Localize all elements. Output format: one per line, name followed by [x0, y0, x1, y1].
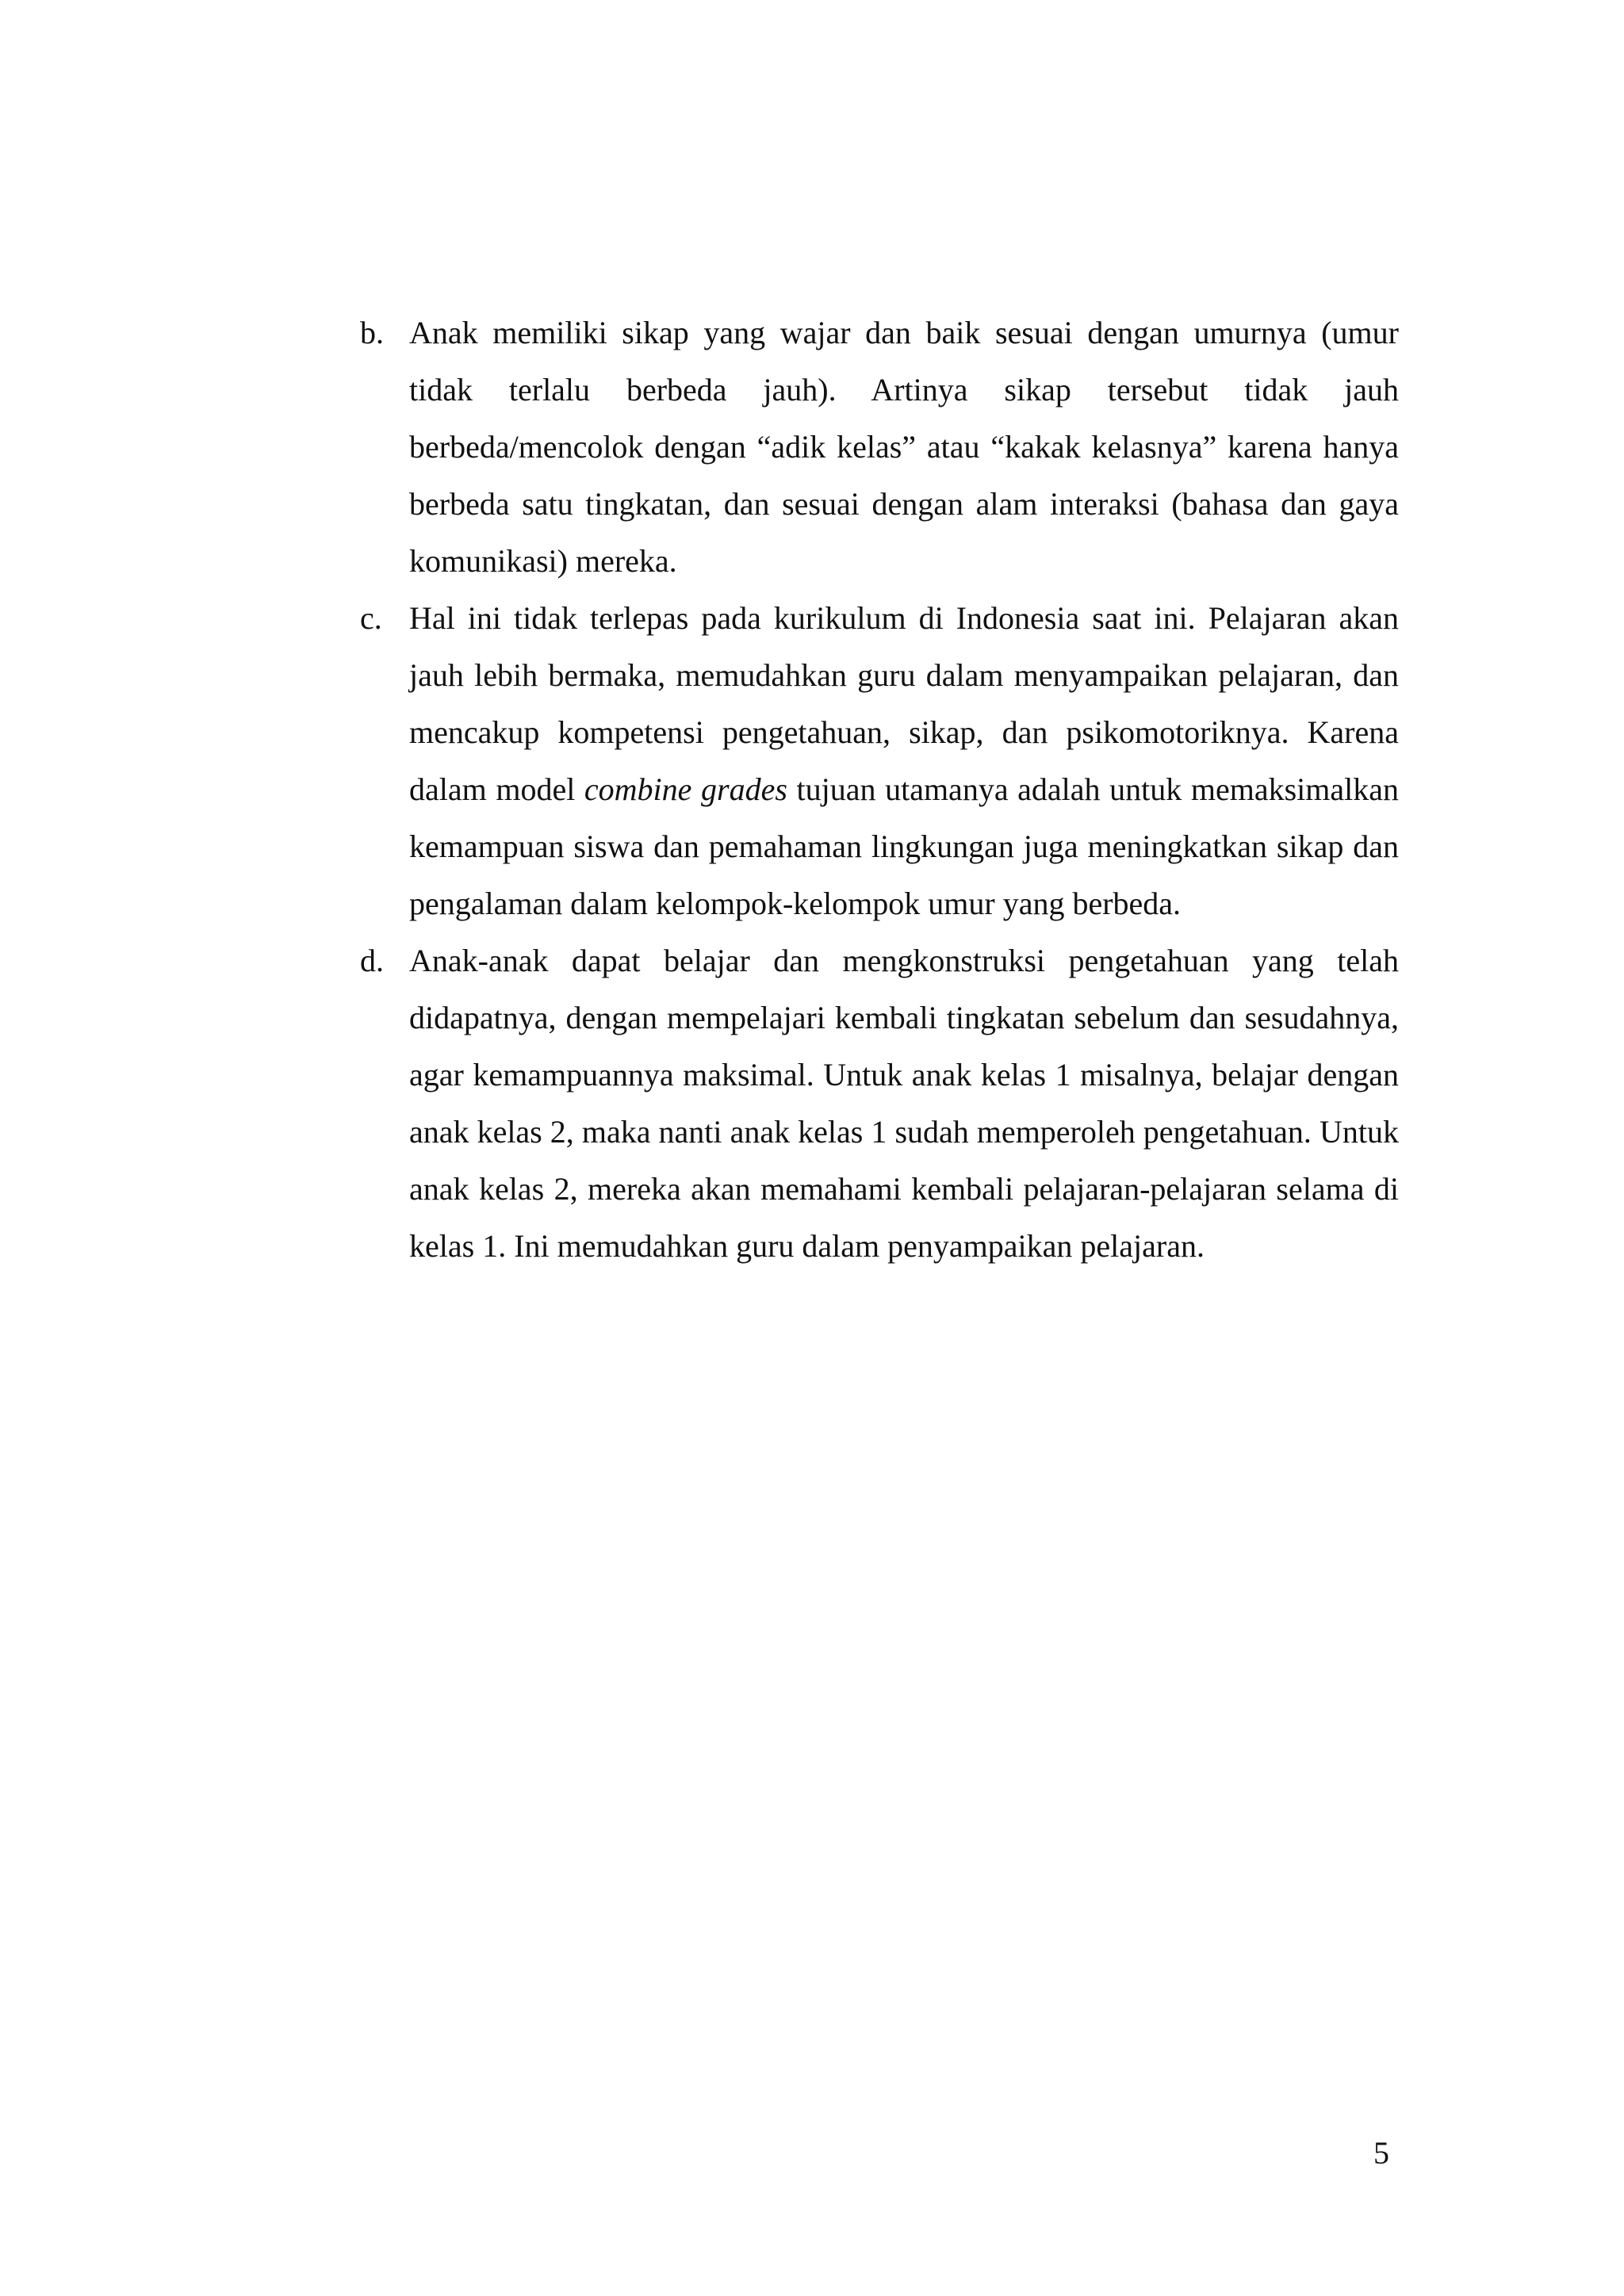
paragraph-text: Anak-anak dapat belajar dan mengkonstruksi pengetahuan yang telah didapatnya, dengan mempelajari kembali tingkatan sebelum dan sesudahnya, agar kemampuannya maksimal. Untuk anak kelas 1 misalnya, belajar dengan anak kelas 2, maka nanti anak kelas 1 sudah memperoleh pengetahuan. Untuk anak kelas 2, mereka akan memahami kembali pelajaran-pelajaran selama di kelas 1. Ini memudahkan guru dalam penyampaikan pelajaran. — [409, 943, 1399, 1264]
page-number: 5 — [1373, 2135, 1389, 2171]
list-item-c — [360, 590, 1399, 932]
lettered-list — [360, 304, 1399, 1275]
paragraph-text-start: Hal ini tidak terlepas pada kurikulum di Indonesia saat ini. Pelajaran akan jauh lebih bermaka, memudahkan guru dalam menyampaikan pelajaran, dan mencakup kompetensi pengetahuan, sikap, dan psikomotoriknya. Karena dalam model — [409, 600, 1399, 807]
list-marker: c. — [360, 600, 382, 636]
list-item-d — [360, 932, 1399, 1275]
paragraph-text-end: tujuan utamanya adalah untuk memaksimalkan kemampuan siswa dan pemahaman lingkungan juga meningkatkan sikap dan pengalaman dalam kelompok-kelompok umur yang berbeda. — [409, 771, 1399, 921]
italic-term: combine grades — [584, 771, 787, 807]
list-marker: b. — [360, 315, 384, 350]
list-marker: d. — [360, 943, 384, 978]
list-item-b — [360, 304, 1399, 590]
paragraph-text — [409, 590, 1399, 932]
paragraph-text: Anak memiliki sikap yang wajar dan baik sesuai dengan umurnya (umur tidak terlalu berbeda jauh). Artinya sikap tersebut tidak jauh berbeda/mencolok dengan “adik kelas” atau “kakak kelasnya” karena hanya berbeda satu tingkatan, dan sesuai dengan alam interaksi (bahasa dan gaya komunikasi) mereka. — [409, 315, 1399, 579]
